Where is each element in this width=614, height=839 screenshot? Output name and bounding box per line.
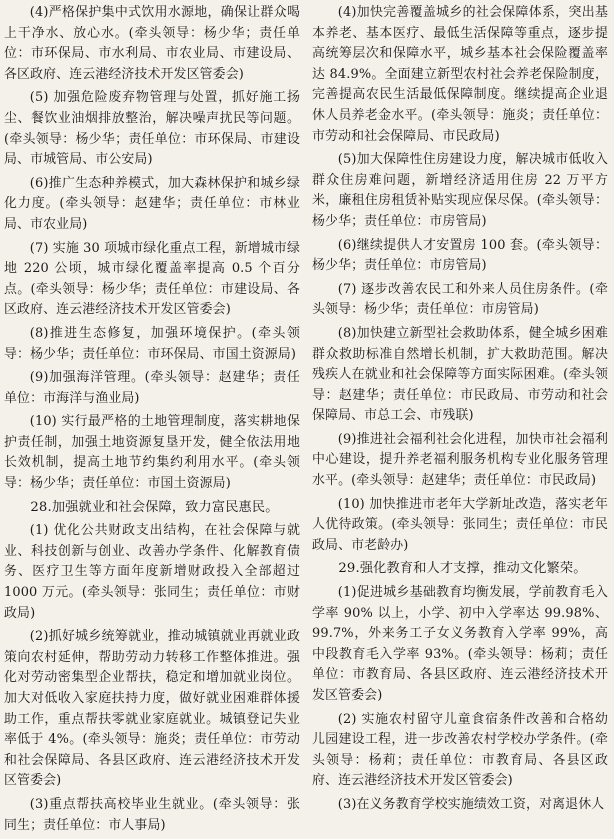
paragraph: (10) 加快推进市老年大学新址改造，落实老年人优待政策。(牵头领导：张同生；责任单位：市民政局、市老龄办)	[312, 496, 608, 553]
paragraph: (4)加快完善覆盖城乡的社会保障体系，突出基本养老、基本医疗、最低生活保障等重点，逐步提高统筹层次和保障水平，城乡基本社会保险覆盖率达 84.9%。全面建立新型农村社会养老保险制度，完善提高农民生活最低保障制度。继续提高企业退休人员养老金水平。(牵头领导：施炎；责任单位：市劳动和社会保障局、市民政局)	[312, 5, 608, 144]
section-heading: 28.加强就业和社会保障，致力富民惠民。	[30, 499, 279, 515]
paragraph: (6)继续提供人才安置房 100 套。(牵头领导：杨少华；责任单位：市房管局)	[312, 237, 608, 274]
paragraph: (9)加强海洋管理。(牵头领导：赵建华；责任单位：市海洋与渔业局)	[4, 370, 300, 406]
paragraph: (5) 加强危险废弃物管理与处置，抓好施工扬尘、餐饮业油烟排放整治，解决噪声扰民等问题。(牵头领导：杨少华；责任单位：市环保局、市建设局、市城管局、市公安局)	[4, 90, 300, 168]
paragraph: (8)加快建立新型社会救助体系，健全城乡困难群众救助标准自然增长机制，扩大救助范围。解决残疾人在就业和社会保障等方面实际困难。(牵头领导：赵建华；责任单位：市民政局、市劳动和社会保障局、市总工会、市残联)	[312, 325, 608, 424]
paragraph: (2)抓好城乡统筹就业，推动城镇就业再就业政策向农村延伸，帮助劳动力转移工作整体推进。强化对劳动密集型企业帮扶，稳定和增加就业岗位。加大对低收入家庭扶持力度，做好就业困难群体援助工作，重点帮扶零就业家庭就业。城镇登记失业率低于 4%。(牵头领导：施炎；责任单位：市劳动和社会保障局、各县区政府、连云港经济技术开发区管委会)	[4, 629, 300, 789]
paragraph: (7) 逐步改善农民工和外来人员住房条件。(牵头领导：杨少华；责任单位：市房管局)	[312, 281, 608, 318]
paragraph: (1)促进城乡基础教育均衡发展，学前教育毛入学率 90% 以上，小学、初中入学率达 99.98%、99.7%，外来务工子女义务教育入学率 99%，高中段教育毛入学率 93%。(牵头领导：杨莉；责任单位：市教育局、各县区政府、连云港经济技术开发区管委会)	[312, 585, 608, 703]
paragraph: (9)推进社会福利社会化进程，加快市社会福利中心建设，提升养老福利服务机构专业化服务管理水平。(牵头领导：赵建华；责任单位：市民政局)	[312, 431, 608, 489]
left-column	[4, 3, 300, 839]
paragraph: (7) 实施 30 项城市绿化重点工程，新增城市绿地 220 公顷，城市绿化覆盖率提高 0.5 个百分点。(牵头领导：杨少华；责任单位：市建设局、各区政府、连云港经济技术开发区管委会)	[4, 240, 300, 318]
paragraph: (3)在义务教育学校实施绩效工资，对离退休人	[337, 796, 605, 812]
section-heading: 29.强化教育和人才支撑，推动文化繁荣。	[338, 561, 587, 577]
paragraph: (5)加大保障性住房建设力度，解决城市低收入群众住房难问题，新增经济适用住房 22 万平方米，廉租住房租赁补贴实现应保尽保。(牵头领导：杨少华；责任单位：市房管局)	[312, 152, 608, 229]
paragraph: (1) 优化公共财政支出结构，在社会保障与就业、科技创新与创业、改善办学条件、化解教育债务、医疗卫生等方面年度新增财政投入全部超过 1000 万元。(牵头领导：张同生；责任单位：市财政局)	[4, 523, 300, 621]
paragraph: (8)推进生态修复，加强环境保护。(牵头领导：杨少华；责任单位：市环保局、市国土资源局)	[4, 325, 300, 362]
paragraph: (2) 实施农村留守儿童食宿条件改善和合格幼儿园建设工程，进一步改善农村学校办学条件。(牵头领导：杨莉；责任单位：市教育局、各县区政府、连云港经济技术开发区管委会)	[312, 711, 608, 789]
right-column	[312, 3, 608, 819]
paragraph: (10) 实行最严格的土地管理制度，落实耕地保护责任制，加强土地资源复垦开发，健全依法用地长效机制，提高土地节约集约利用水平。(牵头领导：杨少华；责任单位：市国土资源局)	[4, 414, 300, 492]
paragraph: (6)推广生态种养模式，加大森林保护和城乡绿化力度。(牵头领导：赵建华；责任单位：市林业局、市农业局)	[4, 175, 300, 232]
paragraph: (3)重点帮扶高校毕业生就业。(牵头领导：张同生；责任单位：市人事局)	[4, 796, 300, 833]
paragraph: (4)严格保护集中式饮用水源地，确保让群众喝上干净水、放心水。(牵头领导：杨少华；责任单位：市环保局、市水利局、市农业局、市建设局、各区政府、连云港经济技术开发区管委会)	[4, 5, 300, 82]
